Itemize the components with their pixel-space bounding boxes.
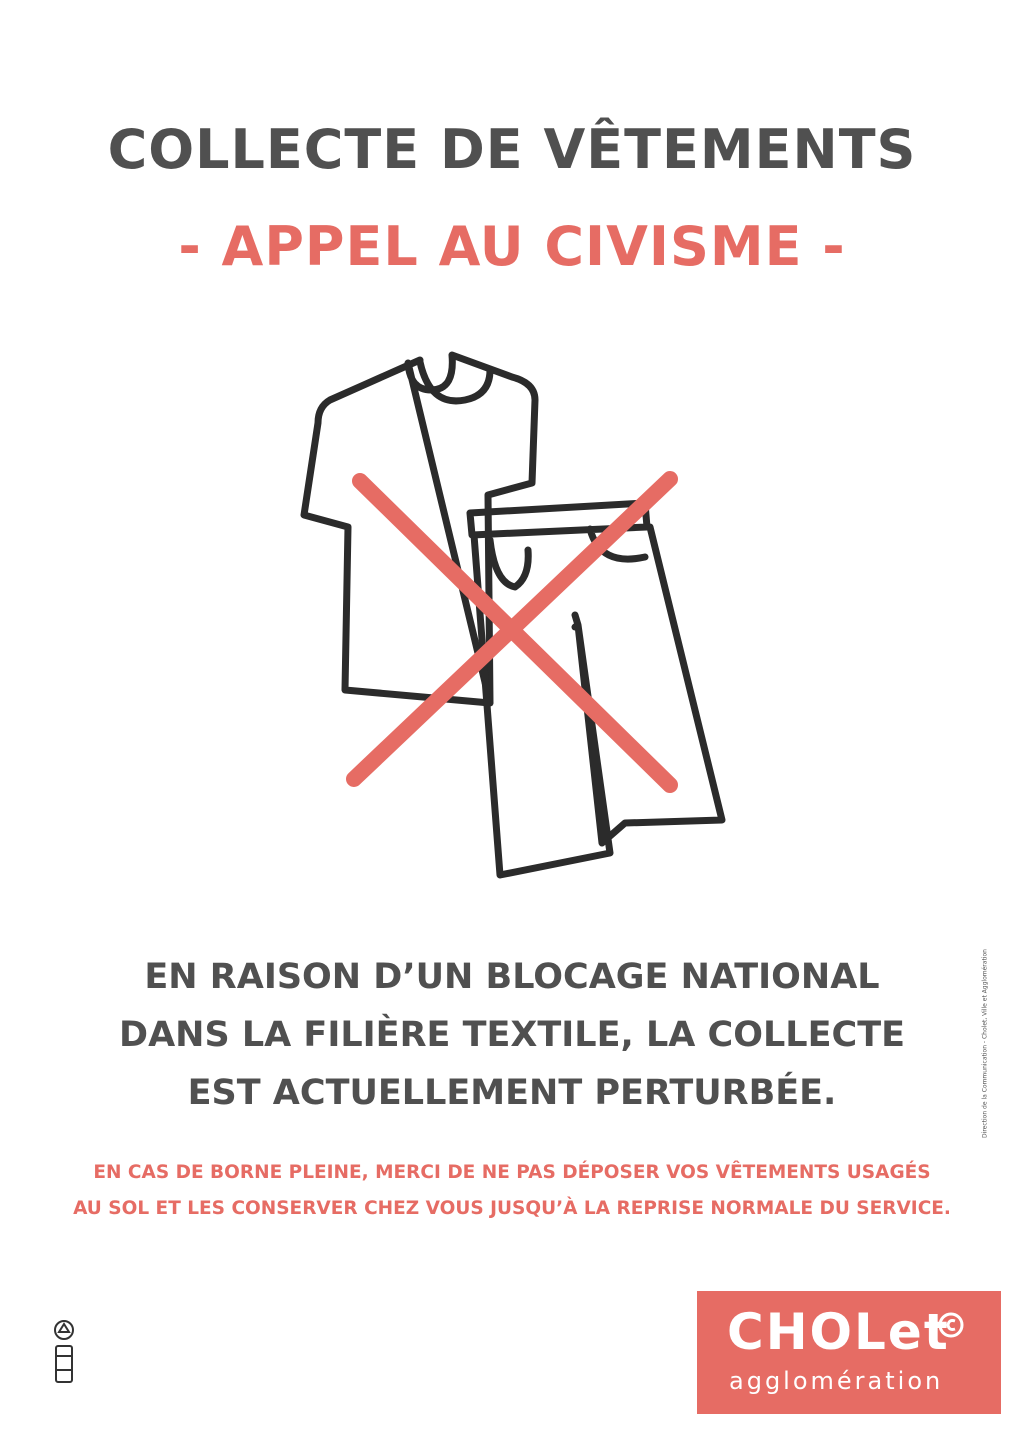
logo-swirl-icon: [937, 1311, 965, 1339]
logo-wordmark: CHOLet: [727, 1303, 950, 1361]
poster-subtitle: - APPEL AU CIVISME -: [178, 215, 846, 278]
poster-title: COLLECTE DE VÊTEMENTS: [107, 118, 917, 181]
cross-icon: [354, 479, 670, 785]
note-line: EN CAS DE BORNE PLEINE, MERCI DE NE PAS DÉPOSER VOS VÊTEMENTS USAGÉS: [93, 1162, 931, 1183]
instruction-note: [40, 1155, 984, 1227]
credit-text: Direction de la Communication - Cholet, Ville et Agglomération: [981, 949, 989, 1138]
cholet-agglomeration-logo: [697, 1291, 1001, 1414]
note-line: AU SOL ET LES CONSERVER CHEZ VOUS JUSQU’À LA REPRISE NORMALE DU SERVICE.: [73, 1198, 951, 1219]
main-message-line: EST ACTUELLEMENT PERTURBÉE.: [187, 1073, 837, 1113]
main-message-line: EN RAISON D’UN BLOCAGE NATIONAL: [144, 957, 880, 997]
main-message-line: DANS LA FILIÈRE TEXTILE, LA COLLECTE: [119, 1015, 905, 1055]
recycling-icons: [50, 1318, 78, 1388]
logo-subtitle: agglomération: [729, 1367, 944, 1395]
clothing-crossed-illustration: [290, 345, 740, 895]
main-message: [100, 948, 924, 1122]
bin-icon: [56, 1346, 72, 1382]
